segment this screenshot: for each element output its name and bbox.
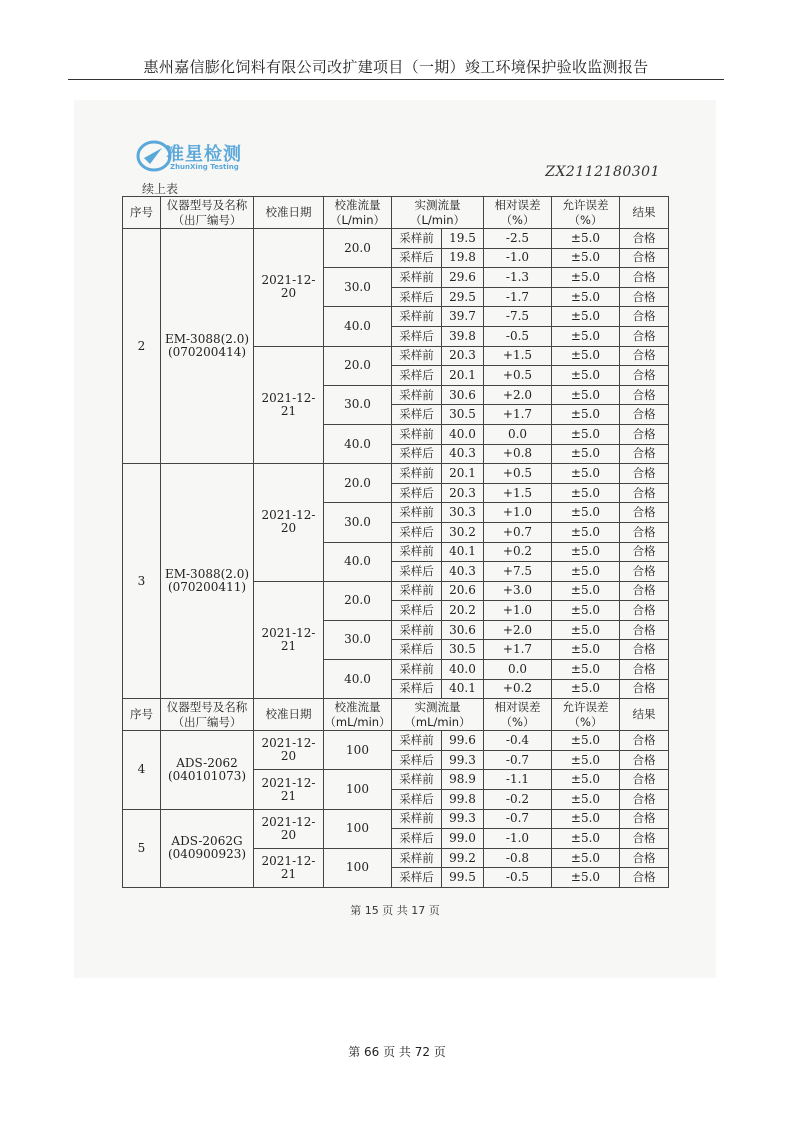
table-row [123,464,669,484]
relative-error: +7.5 [484,562,552,582]
allowed-error: ±5.0 [552,464,620,484]
seq-cell: 5 [123,809,161,887]
allowed-error: ±5.0 [552,640,620,660]
header-cell: 校准日期 [254,699,324,731]
result: 合格 [620,562,669,582]
relative-error: +1.5 [484,346,552,366]
report-title: 惠州嘉信膨化饲料有限公司改扩建项目（一期）竣工环境保护验收监测报告 [143,58,649,76]
sampling-phase: 采样前 [392,542,442,562]
instrument-cell [161,731,254,809]
allowed-error: ±5.0 [552,405,620,425]
measured-flow: 20.6 [442,581,484,601]
report-number: ZX2112180301 [545,164,660,180]
measured-flow: 99.3 [442,809,484,829]
measured-flow: 40.1 [442,542,484,562]
measured-flow: 99.3 [442,750,484,770]
header-cell: 校准流量（mL/min） [324,699,391,729]
relative-error: -1.0 [484,248,552,268]
sampling-phase: 采样后 [392,679,442,699]
measured-flow: 40.3 [442,444,484,464]
calibration-flow: 30.0 [324,385,392,424]
sampling-phase: 采样后 [392,790,442,810]
table-row [123,731,669,751]
relative-error: 0.0 [484,424,552,444]
result: 合格 [620,326,669,346]
instrument-serial: (070200411) [167,580,247,595]
result: 合格 [620,750,669,770]
result: 合格 [620,542,669,562]
measured-flow: 29.6 [442,268,484,288]
calibration-flow: 20.0 [324,581,392,620]
calibration-flow: 100 [324,848,392,887]
result: 合格 [620,731,669,751]
result: 合格 [620,385,669,405]
relative-error: +1.0 [484,503,552,523]
allowed-error: ±5.0 [552,346,620,366]
calibration-date: 2021-12-20 [254,464,324,582]
result: 合格 [620,660,669,680]
relative-error: -0.7 [484,809,552,829]
result: 合格 [620,268,669,288]
calibration-flow: 30.0 [324,268,392,307]
result: 合格 [620,640,669,660]
allowed-error: ±5.0 [552,620,620,640]
allowed-error: ±5.0 [552,562,620,582]
allowed-error: ±5.0 [552,750,620,770]
result: 合格 [620,829,669,849]
measured-flow: 29.5 [442,287,484,307]
calibration-date: 2021-12-21 [254,770,324,809]
result: 合格 [620,287,669,307]
instrument-cell [161,809,254,887]
result: 合格 [620,366,669,386]
calibration-flow: 20.0 [324,346,392,385]
result: 合格 [620,770,669,790]
calibration-flow: 20.0 [324,229,392,268]
sampling-phase: 采样前 [392,620,442,640]
header-cell: 允许误差（%） [552,197,620,229]
instrument-serial: (040900923) [167,847,247,862]
result: 合格 [620,848,669,868]
calibration-flow: 40.0 [324,542,392,581]
relative-error: +1.7 [484,640,552,660]
sampling-phase: 采样前 [392,809,442,829]
sampling-phase: 采样后 [392,287,442,307]
sampling-phase: 采样前 [392,268,442,288]
relative-error: -2.5 [484,229,552,249]
allowed-error: ±5.0 [552,424,620,444]
allowed-error: ±5.0 [552,385,620,405]
instrument-name: EM-3088(2.0) [164,332,250,347]
measured-flow: 30.3 [442,503,484,523]
relative-error: -0.8 [484,848,552,868]
header-cell: 相对误差（%） [484,197,552,229]
allowed-error: ±5.0 [552,868,620,888]
continued-label: 续上表 [142,182,179,196]
calibration-date: 2021-12-20 [254,731,324,770]
header-cell: 结果 [620,699,669,731]
allowed-error: ±5.0 [552,679,620,699]
sampling-phase: 采样前 [392,581,442,601]
relative-error: +0.2 [484,679,552,699]
sampling-phase: 采样前 [392,731,442,751]
relative-error: -0.4 [484,731,552,751]
result: 合格 [620,581,669,601]
relative-error: +0.8 [484,444,552,464]
table-header-row [123,699,669,731]
header-cell: 序号 [123,197,161,229]
measured-flow: 19.5 [442,229,484,249]
allowed-error: ±5.0 [552,522,620,542]
measured-flow: 30.5 [442,405,484,425]
measured-flow: 99.8 [442,790,484,810]
measured-flow: 20.2 [442,601,484,621]
scanned-page [74,100,716,978]
calibration-flow: 100 [324,809,392,848]
calibration-date: 2021-12-21 [254,581,324,699]
sampling-phase: 采样后 [392,444,442,464]
header-cell: 仪器型号及名称（出厂编号） [161,699,254,731]
allowed-error: ±5.0 [552,326,620,346]
inner-page-number: 第 15 页 共 17 页 [350,904,440,917]
header-cell: 实测流量（mL/min） [392,699,484,731]
sampling-phase: 采样前 [392,346,442,366]
measured-flow: 40.0 [442,424,484,444]
calibration-table-body [123,197,669,888]
relative-error: +0.5 [484,464,552,484]
allowed-error: ±5.0 [552,542,620,562]
seq-cell: 3 [123,464,161,699]
sampling-phase: 采样后 [392,522,442,542]
result: 合格 [620,229,669,249]
calibration-date: 2021-12-20 [254,809,324,848]
relative-error: -0.5 [484,326,552,346]
result: 合格 [620,444,669,464]
allowed-error: ±5.0 [552,229,620,249]
sampling-phase: 采样后 [392,483,442,503]
instrument-name: ADS-2062 [176,755,238,770]
measured-flow: 99.5 [442,868,484,888]
relative-error: +1.5 [484,483,552,503]
instrument-serial: (070200414) [167,345,247,360]
allowed-error: ±5.0 [552,731,620,751]
calibration-flow: 100 [324,770,392,809]
header-cell: 校准日期 [254,197,324,229]
table-header-row [123,197,669,229]
allowed-error: ±5.0 [552,809,620,829]
allowed-error: ±5.0 [552,444,620,464]
sampling-phase: 采样前 [392,385,442,405]
table-row [123,809,669,829]
seq-cell: 2 [123,229,161,464]
calibration-flow: 30.0 [324,503,392,542]
instrument-serial: (040101073) [167,768,247,783]
header-cell: 实测流量（L/min） [392,197,484,229]
result: 合格 [620,405,669,425]
measured-flow: 20.3 [442,483,484,503]
measured-flow: 99.6 [442,731,484,751]
header-cell: 校准流量（L/min） [324,197,392,229]
header-cell: 仪器型号及名称（出厂编号） [161,197,254,229]
relative-error: +3.0 [484,581,552,601]
sampling-phase: 采样后 [392,868,442,888]
result: 合格 [620,346,669,366]
allowed-error: ±5.0 [552,770,620,790]
relative-error: +0.2 [484,542,552,562]
sampling-phase: 采样前 [392,464,442,484]
relative-error: +0.7 [484,522,552,542]
allowed-error: ±5.0 [552,287,620,307]
relative-error: +1.0 [484,601,552,621]
relative-error: +1.7 [484,405,552,425]
measured-flow: 99.0 [442,829,484,849]
calibration-flow: 20.0 [324,464,392,503]
calibration-date: 2021-12-21 [254,346,324,464]
measured-flow: 39.8 [442,326,484,346]
result: 合格 [620,464,669,484]
sampling-phase: 采样前 [392,770,442,790]
relative-error: -0.2 [484,790,552,810]
allowed-error: ±5.0 [552,848,620,868]
header-cell: 允许误差（%） [552,699,620,731]
sampling-phase: 采样后 [392,562,442,582]
result: 合格 [620,424,669,444]
result: 合格 [620,483,669,503]
calibration-table [122,196,669,888]
result: 合格 [620,522,669,542]
sampling-phase: 采样前 [392,424,442,444]
sampling-phase: 采样后 [392,405,442,425]
allowed-error: ±5.0 [552,790,620,810]
result: 合格 [620,620,669,640]
result: 合格 [620,868,669,888]
header-rule [68,79,724,80]
measured-flow: 98.9 [442,770,484,790]
sampling-phase: 采样后 [392,326,442,346]
relative-error: +2.0 [484,620,552,640]
relative-error: +0.5 [484,366,552,386]
sampling-phase: 采样前 [392,307,442,327]
relative-error: 0.0 [484,660,552,680]
allowed-error: ±5.0 [552,601,620,621]
allowed-error: ±5.0 [552,307,620,327]
seq-cell: 4 [123,731,161,809]
result: 合格 [620,809,669,829]
calibration-date: 2021-12-21 [254,848,324,887]
relative-error: -0.7 [484,750,552,770]
instrument-name: EM-3088(2.0) [164,567,250,582]
measured-flow: 30.6 [442,385,484,405]
sampling-phase: 采样后 [392,829,442,849]
calibration-flow: 40.0 [324,660,392,699]
table-row [123,229,669,249]
allowed-error: ±5.0 [552,660,620,680]
instrument-cell [161,229,254,464]
allowed-error: ±5.0 [552,268,620,288]
sampling-phase: 采样后 [392,601,442,621]
allowed-error: ±5.0 [552,366,620,386]
sampling-phase: 采样后 [392,248,442,268]
sampling-phase: 采样前 [392,229,442,249]
sampling-phase: 采样前 [392,660,442,680]
result: 合格 [620,307,669,327]
measured-flow: 20.3 [442,346,484,366]
result: 合格 [620,790,669,810]
measured-flow: 40.0 [442,660,484,680]
relative-error: -0.5 [484,868,552,888]
calibration-flow: 40.0 [324,424,392,463]
result: 合格 [620,248,669,268]
result: 合格 [620,601,669,621]
allowed-error: ±5.0 [552,581,620,601]
allowed-error: ±5.0 [552,248,620,268]
calibration-flow: 100 [324,731,392,770]
result: 合格 [620,503,669,523]
header-cell: 结果 [620,197,669,229]
measured-flow: 30.2 [442,522,484,542]
sampling-phase: 采样后 [392,750,442,770]
sampling-phase: 采样后 [392,366,442,386]
calibration-flow: 30.0 [324,620,392,659]
outer-page-number: 第 66 页 共 72 页 [348,1045,446,1059]
measured-flow: 19.8 [442,248,484,268]
relative-error: -1.0 [484,829,552,849]
sampling-phase: 采样后 [392,640,442,660]
measured-flow: 30.5 [442,640,484,660]
relative-error: +2.0 [484,385,552,405]
calibration-date: 2021-12-20 [254,229,324,347]
result: 合格 [620,679,669,699]
relative-error: -1.7 [484,287,552,307]
allowed-error: ±5.0 [552,483,620,503]
logo-name-cn: 准星检测 [166,144,242,165]
measured-flow: 30.6 [442,620,484,640]
relative-error: -1.1 [484,770,552,790]
measured-flow: 40.1 [442,679,484,699]
header-cell: 序号 [123,699,161,731]
calibration-flow: 40.0 [324,307,392,346]
relative-error: -7.5 [484,307,552,327]
allowed-error: ±5.0 [552,503,620,523]
instrument-name: ADS-2062G [171,834,243,849]
measured-flow: 40.3 [442,562,484,582]
measured-flow: 20.1 [442,366,484,386]
measured-flow: 20.1 [442,464,484,484]
sampling-phase: 采样前 [392,503,442,523]
sampling-phase: 采样前 [392,848,442,868]
relative-error: -1.3 [484,268,552,288]
measured-flow: 39.7 [442,307,484,327]
header-cell: 相对误差（%） [484,699,552,731]
instrument-cell [161,464,254,699]
measured-flow: 99.2 [442,848,484,868]
logo-name-en: ZhunXing Testing [170,163,239,171]
allowed-error: ±5.0 [552,829,620,849]
